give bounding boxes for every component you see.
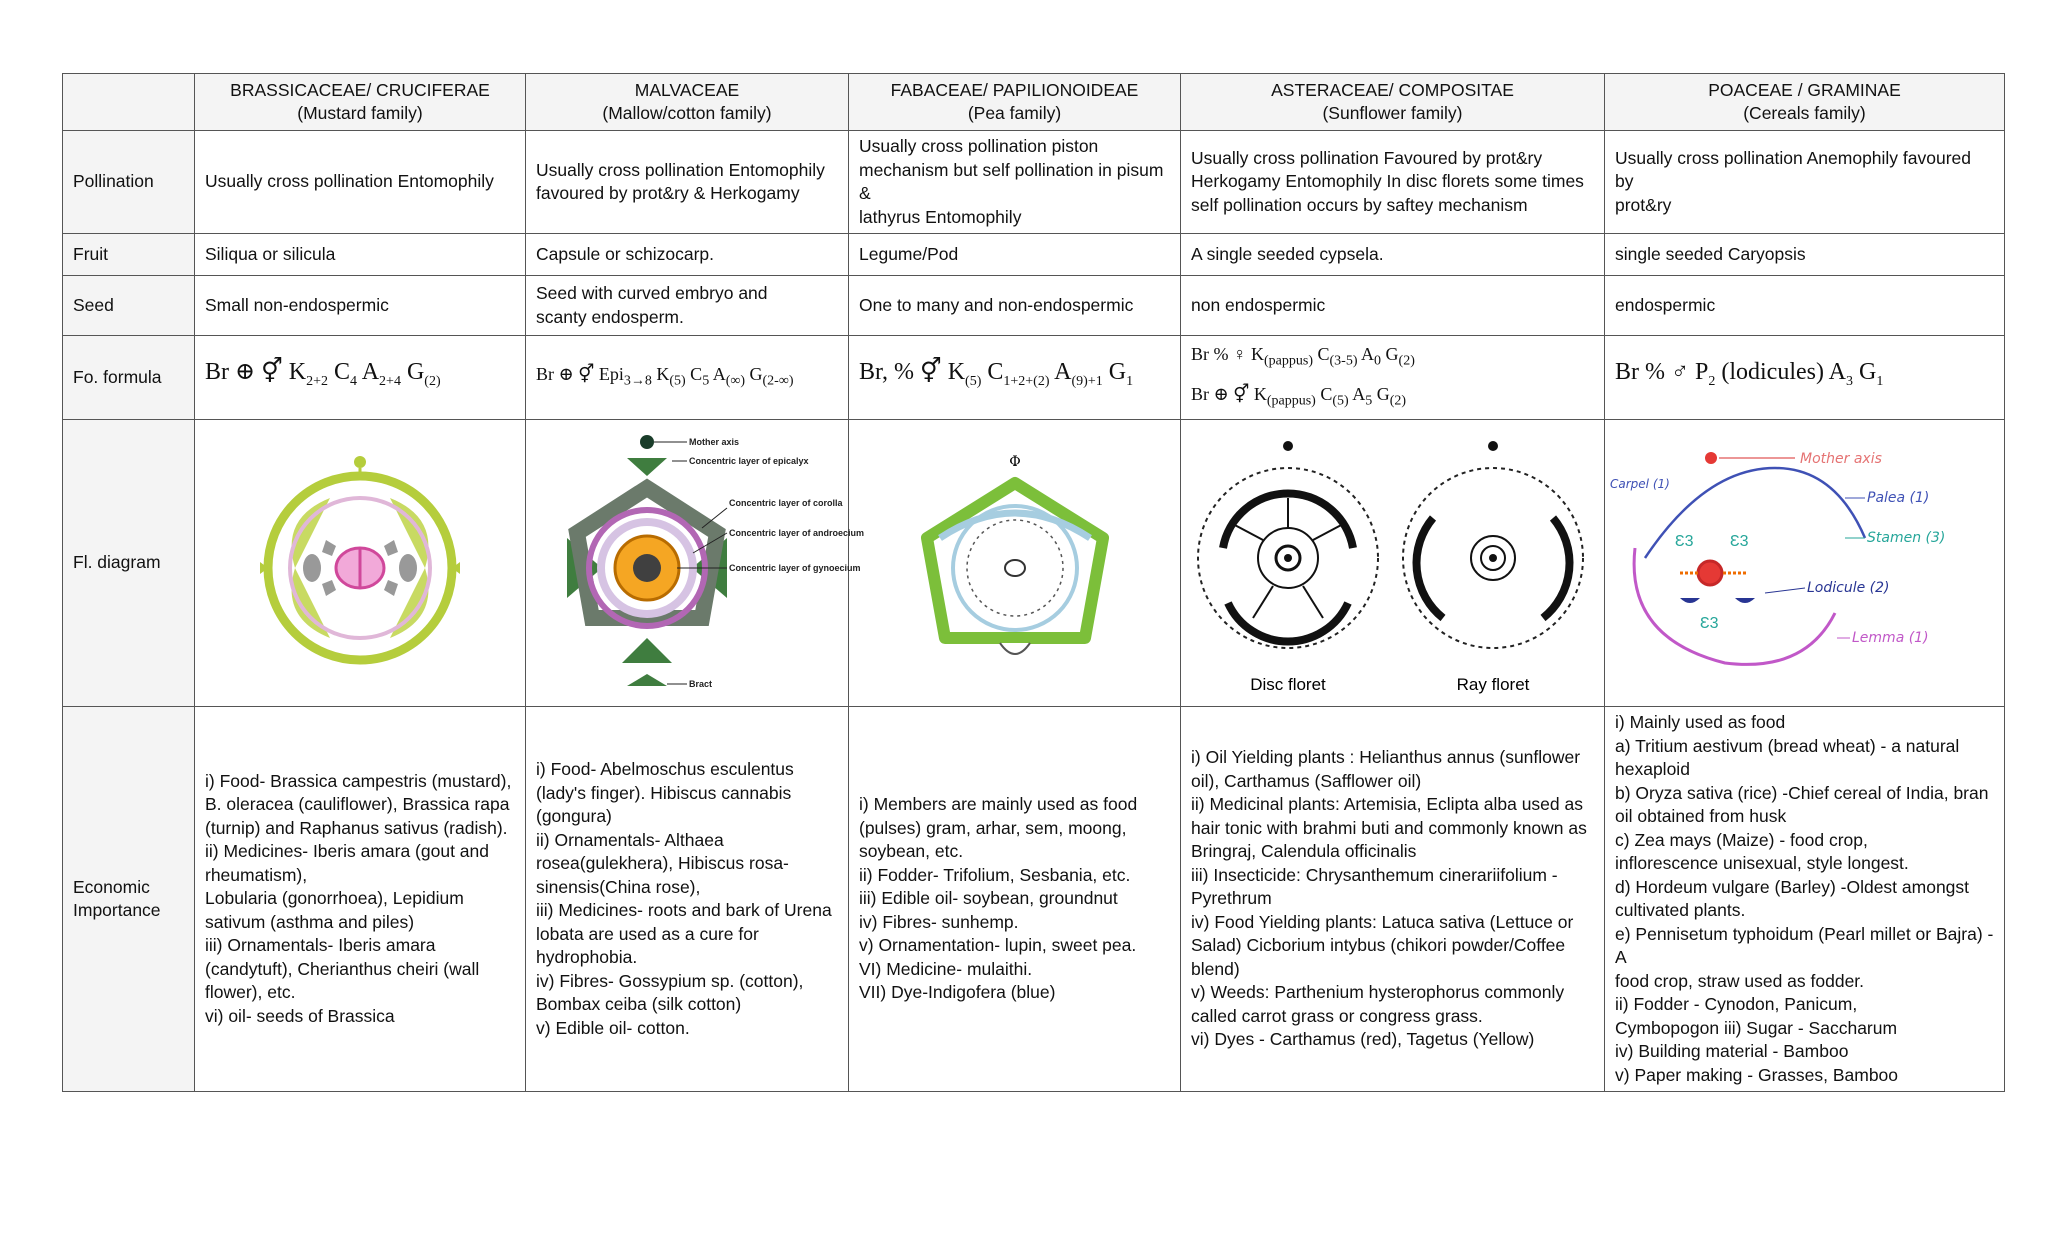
label-lemma: Lemma (1)	[1852, 630, 1929, 647]
fruit-asteraceae: A single seeded cypsela.	[1181, 234, 1605, 276]
economic-line: iii) Ornamentals- Iberis amara	[205, 935, 436, 956]
diagram-row	[63, 420, 2005, 707]
fruit-malvaceae: Capsule or schizocarp.	[526, 234, 849, 276]
economic-line: (pulses) gram, arhar, sem, moong,	[859, 817, 1127, 838]
fabaceae-floral-diagram	[855, 428, 1175, 698]
brassicaceae-floral-diagram	[200, 428, 520, 698]
economic-line: i) Food- Brassica campestris (mustard),	[205, 770, 512, 791]
economic-line: Bringraj, Calendula officinalis	[1191, 841, 1417, 862]
economic-line: sinensis(China rose),	[536, 876, 701, 897]
label-stamen: Stamen (3)	[1867, 530, 1946, 547]
header-row	[63, 74, 2005, 131]
label-carpel: Carpel (1)	[1610, 477, 1670, 492]
diagram-asteraceae	[1181, 420, 1605, 707]
seed-asteraceae: non endospermic	[1181, 276, 1605, 336]
economic-line: i) Food- Abelmoschus esculentus	[536, 759, 794, 780]
economic-line: ii) Medicinal plants: Artemisia, Eclipta alba used as	[1191, 794, 1583, 815]
economic-line: e) Pennisetum typhoidum (Pearl millet or Bajra) -A	[1615, 923, 1994, 968]
label-mother-axis-poaceae: Mother axis	[1800, 451, 1882, 468]
economic-line: lobata are used as a cure for	[536, 923, 759, 944]
economic-line: iii) Edible oil- soybean, groundnut	[859, 888, 1118, 909]
economic-line: oil obtained from husk	[1615, 806, 1787, 827]
seed-fabaceae: One to many and non-endospermic	[849, 276, 1181, 336]
economic-line: hexaploid	[1615, 759, 1690, 780]
asteraceae-floral-diagram	[1183, 428, 1603, 698]
pollination-fabaceae: Usually cross pollination piston mechanism but self pollination in pisum & lathyrus Entomophily	[849, 131, 1181, 234]
diagram-fabaceae	[849, 420, 1181, 707]
pollination-asteraceae: Usually cross pollination Favoured by prot&ry Herkogamy Entomophily In disc florets some times self pollination occurs by saftey mechanism	[1181, 131, 1605, 234]
row-label-fruit: Fruit	[63, 234, 195, 276]
row-label-seed: Seed	[63, 276, 195, 336]
diagram-poaceae	[1605, 420, 2005, 707]
seed-malvaceae: Seed with curved embryo and scanty endosperm.	[526, 276, 849, 336]
seed-poaceae: endospermic	[1605, 276, 2005, 336]
label-androecium: Concentric layer of androecium	[729, 528, 865, 539]
economic-malvaceae	[526, 707, 849, 1092]
economic-line: flower), etc.	[205, 982, 296, 1003]
economic-line: Lobularia (gonorrhoea), Lepidium	[205, 888, 464, 909]
economic-line: food crop, straw used as fodder.	[1615, 970, 1865, 991]
economic-line: a) Tritium aestivum (bread wheat) - a natural	[1615, 735, 1960, 756]
economic-line: rheumatism),	[205, 864, 308, 885]
label-epicalyx: Concentric layer of epicalyx	[689, 456, 809, 467]
economic-line: iv) Food Yielding plants: Latuca sativa (Lettuce or	[1191, 911, 1574, 932]
row-label-formula: Fo. formula	[63, 336, 195, 420]
economic-line: oil), Carthamus (Safflower oil)	[1191, 770, 1422, 791]
economic-line: hydrophobia.	[536, 947, 638, 968]
svg-text:Ɛ3: Ɛ3	[1730, 533, 1749, 551]
economic-line: Salad) Cicborium intybus (chikori powder/Coffee	[1191, 935, 1566, 956]
economic-line: (lady's finger). Hibiscus cannabis	[536, 782, 792, 803]
header-asteraceae: ASTERACEAE/ COMPOSITAE (Sunflower family)	[1181, 74, 1605, 131]
economic-line: ii) Fodder- Trifolium, Sesbania, etc.	[859, 864, 1131, 885]
label-bract: Bract	[689, 679, 713, 690]
diagram-malvaceae	[526, 420, 865, 707]
economic-line: iv) Building material - Bamboo	[1615, 1041, 1849, 1062]
economic-line: ii) Fodder - Cynodon, Panicum,	[1615, 994, 1858, 1015]
pollination-brassicaceae: Usually cross pollination Entomophily	[195, 131, 526, 234]
economic-line: ii) Medicines- Iberis amara (gout and	[205, 841, 490, 862]
formula-poaceae: Br % ♂ $P_2$ (lodicules) $A_3$ $G_1$	[1605, 336, 2005, 420]
row-label-diagram: Fl. diagram	[63, 420, 195, 707]
economic-line: v) Weeds: Parthenium hysterophorus commonly	[1191, 982, 1565, 1003]
row-label-economic: Economic Importance	[63, 707, 195, 1092]
economic-line: (candytuft), Cherianthus cheiri (wall	[205, 958, 480, 979]
svg-text:Ɛ3: Ɛ3	[1675, 533, 1694, 551]
economic-brassicaceae	[195, 707, 526, 1092]
economic-line: b) Oryza sativa (rice) -Chief cereal of India, bran	[1615, 782, 1989, 803]
economic-line: VI) Medicine- mulaithi.	[859, 958, 1033, 979]
pollination-malvaceae: Usually cross pollination Entomophily favoured by prot&ry & Herkogamy	[526, 131, 849, 234]
label-disc-floret: Disc floret	[1249, 675, 1326, 695]
economic-line: soybean, etc.	[859, 841, 964, 862]
economic-line: v) Paper making - Grasses, Bamboo	[1615, 1064, 1899, 1085]
svg-text:Ɛ3: Ɛ3	[1700, 615, 1719, 633]
economic-line: Pyrethrum	[1191, 888, 1272, 909]
label-lodicule: Lodicule (2)	[1807, 580, 1890, 597]
formula-fabaceae: Br, % ⚥ $K_{(5)}$ $C_{1+2+(2)}$ $A_{(9)+1}$ $G_1$	[849, 336, 1181, 420]
economic-line: i) Mainly used as food	[1615, 712, 1786, 733]
economic-poaceae	[1605, 707, 2005, 1092]
economic-line: VII) Dye-Indigofera (blue)	[859, 982, 1056, 1003]
economic-line: vi) Dyes - Carthamus (red), Tagetus (Yellow)	[1191, 1029, 1535, 1050]
economic-line: iv) Fibres- Gossypium sp. (cotton),	[536, 970, 804, 991]
header-brassicaceae: BRASSICACEAE/ CRUCIFERAE (Mustard family)	[195, 74, 526, 131]
label-corolla: Concentric layer of corolla	[729, 498, 843, 509]
formula-malvaceae: Br ⊕ ⚥ Epi$_{3\to 8}$ $K_{(5)}$ $C_5$ $A_{(\infty)}$ $G_{(2-\infty)}$	[526, 336, 849, 420]
economic-line: d) Hordeum vulgare (Barley) -Oldest amongst	[1615, 876, 1970, 897]
label-gynoecium: Concentric layer of gynoecium	[729, 563, 861, 574]
fruit-fabaceae: Legume/Pod	[849, 234, 1181, 276]
economic-asteraceae	[1181, 707, 1605, 1092]
family-comparison-table	[62, 73, 2005, 1092]
economic-line: i) Members are mainly used as food	[859, 794, 1138, 815]
header-malvaceae: MALVACEAE (Mallow/cotton family)	[526, 74, 849, 131]
economic-line: called carrot grass or congress grass.	[1191, 1005, 1483, 1026]
label-ray-floret: Ray floret	[1456, 675, 1529, 695]
economic-fabaceae	[849, 707, 1181, 1092]
economic-line: hair tonic with brahmi buti and commonly known as	[1191, 817, 1587, 838]
economic-line: i) Oil Yielding plants : Helianthus annus (sunflower	[1191, 747, 1581, 768]
formula-brassicaceae: Br ⊕ ⚥ $K_{2+2}$ $C_4$ $A_{2+4}$ $G_{(2)}$	[195, 336, 526, 420]
row-label-pollination: Pollination	[63, 131, 195, 234]
economic-line: Cymbopogon iii) Sugar - Saccharum	[1615, 1017, 1898, 1038]
economic-line: B. oleracea (cauliflower), Brassica rapa	[205, 794, 510, 815]
economic-line: cultivated plants.	[1615, 900, 1746, 921]
diagram-brassicaceae	[195, 420, 526, 707]
economic-line: iii) Medicines- roots and bark of Urena	[536, 900, 832, 921]
economic-line: blend)	[1191, 958, 1240, 979]
formula-asteraceae: Br % ♀ $K_{(pappus)}$ $C_{(3-5)}$ $A_0$ $G_{(2)}$ Br ⊕ ⚥ $K_{(pappus)}$ $C_{(5)}$ $A_5$ $G_{(2)}$	[1181, 336, 1605, 420]
economic-line: iii) Insecticide: Chrysanthemum cinerariifolium -	[1191, 864, 1558, 885]
economic-line: (turnip) and Raphanus sativus (radish).	[205, 817, 508, 838]
economic-line: rosea(gulekhera), Hibiscus rosa-	[536, 853, 789, 874]
economic-line: Bombax ceiba (silk cotton)	[536, 994, 742, 1015]
seed-row	[63, 276, 2005, 336]
economic-row	[63, 707, 2005, 1092]
svg-text:Φ: Φ	[1008, 454, 1021, 471]
label-palea: Palea (1)	[1867, 490, 1930, 507]
economic-line: inflorescence unisexual, style longest.	[1615, 853, 1909, 874]
fruit-poaceae: single seeded Caryopsis	[1605, 234, 2005, 276]
economic-line: sativum (asthma and piles)	[205, 911, 415, 932]
label-mother-axis: Mother axis	[689, 437, 740, 448]
malvaceae-floral-diagram	[527, 428, 865, 698]
header-corner	[63, 74, 195, 131]
economic-line: c) Zea mays (Maize) - food crop,	[1615, 829, 1868, 850]
poaceae-floral-diagram	[1605, 428, 2005, 698]
pollination-poaceae: Usually cross pollination Anemophily favoured by prot&ry	[1605, 131, 2005, 234]
header-poaceae: POACEAE / GRAMINAE (Cereals family)	[1605, 74, 2005, 131]
economic-line: v) Ornamentation- lupin, sweet pea.	[859, 935, 1137, 956]
fruit-brassicaceae: Siliqua or silicula	[195, 234, 526, 276]
economic-line: ii) Ornamentals- Althaea	[536, 829, 724, 850]
seed-brassicaceae: Small non-endospermic	[195, 276, 526, 336]
economic-line: iv) Fibres- sunhemp.	[859, 911, 1019, 932]
economic-line: v) Edible oil- cotton.	[536, 1017, 690, 1038]
formula-row	[63, 336, 2005, 420]
pollination-row	[63, 131, 2005, 234]
economic-line: vi) oil- seeds of Brassica	[205, 1005, 395, 1026]
economic-line: (gongura)	[536, 806, 612, 827]
header-fabaceae: FABACEAE/ PAPILIONOIDEAE (Pea family)	[849, 74, 1181, 131]
fruit-row	[63, 234, 2005, 276]
